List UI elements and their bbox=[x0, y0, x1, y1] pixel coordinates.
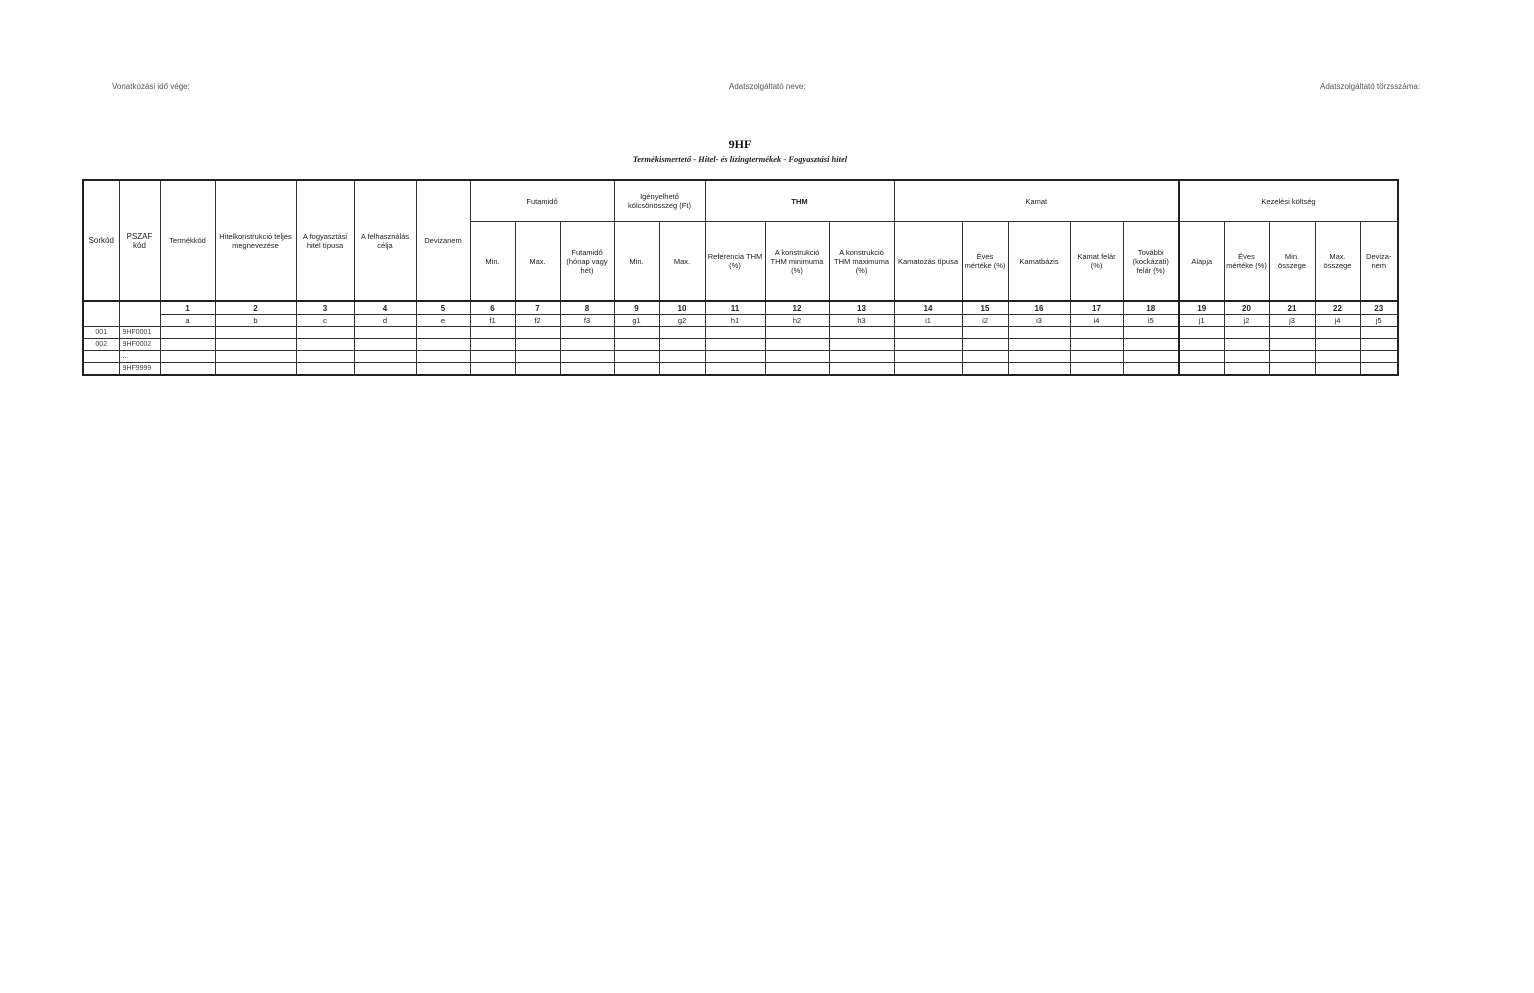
data-cell[interactable] bbox=[1123, 363, 1179, 376]
form-subtitle: Termékismertető - Hitel- és lízingtermékek - Fogyasztási hitel bbox=[632, 154, 848, 164]
column-code-cell: i4 bbox=[1070, 315, 1123, 327]
table-row bbox=[83, 351, 1398, 363]
data-cell[interactable] bbox=[705, 339, 765, 351]
data-cell[interactable] bbox=[354, 327, 416, 339]
subcol-kamatozas-tipusa: Kamatozás típusa bbox=[894, 222, 962, 302]
data-cell[interactable] bbox=[1269, 363, 1315, 376]
data-cell[interactable] bbox=[1269, 327, 1315, 339]
column-code-cell: g2 bbox=[659, 315, 705, 327]
col-header-felhasznalas: A felhasználás célja bbox=[354, 180, 416, 301]
column-number-cell: 9 bbox=[614, 301, 659, 315]
data-cell[interactable] bbox=[829, 363, 894, 376]
data-cell[interactable] bbox=[160, 327, 215, 339]
data-cell[interactable] bbox=[1123, 327, 1179, 339]
data-cell[interactable] bbox=[416, 363, 470, 376]
group-header-futamido: Futamidő bbox=[470, 180, 614, 222]
subcol-thm-maximum: A konstrukció THM maximuma (%) bbox=[829, 222, 894, 302]
data-cell[interactable] bbox=[894, 363, 962, 376]
report-table bbox=[82, 179, 1399, 376]
subcol-igenyelheto-min: Min. bbox=[614, 222, 659, 302]
data-cell[interactable] bbox=[659, 339, 705, 351]
col-header-devizanem: Devizanem bbox=[416, 180, 470, 301]
group-header-thm: THM bbox=[705, 180, 894, 222]
column-number-cell: 20 bbox=[1224, 301, 1269, 315]
data-cell[interactable] bbox=[1360, 351, 1398, 363]
column-code-row bbox=[83, 315, 1398, 327]
data-cell[interactable] bbox=[470, 339, 515, 351]
column-number-cell: 6 bbox=[470, 301, 515, 315]
row-sorkod: 001 bbox=[83, 327, 119, 339]
data-cell[interactable] bbox=[416, 339, 470, 351]
data-cell[interactable] bbox=[962, 351, 1008, 363]
data-cell[interactable] bbox=[470, 351, 515, 363]
data-cell[interactable] bbox=[765, 339, 829, 351]
data-cell[interactable] bbox=[515, 351, 560, 363]
data-cell[interactable] bbox=[416, 327, 470, 339]
data-cell[interactable] bbox=[1179, 363, 1224, 376]
column-number-cell: 2 bbox=[215, 301, 296, 315]
subcol-kezelesi-eves-mertek: Éves mértéke (%) bbox=[1224, 222, 1269, 302]
col-header-megnevezes: Hitelkonstrukció teljes megnevezése bbox=[215, 180, 296, 301]
data-cell[interactable] bbox=[160, 351, 215, 363]
column-code-cell: b bbox=[215, 315, 296, 327]
data-cell[interactable] bbox=[560, 327, 614, 339]
subcol-kezelesi-min-osszeg: Min. összege bbox=[1269, 222, 1315, 302]
reporter-id-label: Adatszolgáltató törzsszáma: bbox=[1320, 82, 1421, 91]
data-cell[interactable] bbox=[160, 339, 215, 351]
data-cell[interactable] bbox=[614, 327, 659, 339]
row-sorkod bbox=[83, 351, 119, 363]
row-pszaf-kod: ... bbox=[119, 351, 160, 363]
column-number-cell: 14 bbox=[894, 301, 962, 315]
data-cell[interactable] bbox=[962, 363, 1008, 376]
reporter-name-label: Adatszolgáltató neve: bbox=[729, 82, 806, 91]
data-cell[interactable] bbox=[515, 327, 560, 339]
column-code-cell: j5 bbox=[1360, 315, 1398, 327]
subcol-kezelesi-devizanem: Deviza-nem bbox=[1360, 222, 1398, 302]
data-cell[interactable] bbox=[1224, 327, 1269, 339]
data-cell[interactable] bbox=[470, 363, 515, 376]
column-number-cell: 21 bbox=[1269, 301, 1315, 315]
sorkod-spacer bbox=[83, 301, 119, 327]
subcol-thm-referencia: Referencia THM (%) bbox=[705, 222, 765, 302]
subcol-kamat-eves-mertek: Éves mértéke (%) bbox=[962, 222, 1008, 302]
form-title: 9HF bbox=[728, 137, 752, 151]
data-cell[interactable] bbox=[215, 327, 296, 339]
column-number-cell: 23 bbox=[1360, 301, 1398, 315]
column-code-cell: i3 bbox=[1008, 315, 1070, 327]
data-cell[interactable] bbox=[1224, 363, 1269, 376]
subcol-thm-minimum: A konstrukció THM minimuma (%) bbox=[765, 222, 829, 302]
data-cell[interactable] bbox=[894, 351, 962, 363]
data-cell[interactable] bbox=[1315, 339, 1360, 351]
subcol-futamido-unit: Futamidő (hónap vagy hét) bbox=[560, 222, 614, 302]
column-code-cell: g1 bbox=[614, 315, 659, 327]
column-number-cell: 17 bbox=[1070, 301, 1123, 315]
column-code-cell: c bbox=[296, 315, 354, 327]
data-cell[interactable] bbox=[296, 351, 354, 363]
data-cell[interactable] bbox=[1070, 339, 1123, 351]
subcol-kamat-felar: Kamat felár (%) bbox=[1070, 222, 1123, 302]
data-cell[interactable] bbox=[1070, 351, 1123, 363]
column-number-cell: 11 bbox=[705, 301, 765, 315]
column-number-cell: 5 bbox=[416, 301, 470, 315]
group-header-igenyelheto: Igényelhető kölcsönösszeg (Ft) bbox=[614, 180, 705, 222]
data-cell[interactable] bbox=[659, 327, 705, 339]
column-code-cell: f2 bbox=[515, 315, 560, 327]
data-cell[interactable] bbox=[962, 327, 1008, 339]
data-cell[interactable] bbox=[614, 351, 659, 363]
data-cell[interactable] bbox=[160, 363, 215, 376]
pszaf-spacer bbox=[119, 301, 160, 327]
group-header-kezelesi: Kezelési költség bbox=[1179, 180, 1398, 222]
data-cell[interactable] bbox=[215, 351, 296, 363]
data-cell[interactable] bbox=[1269, 351, 1315, 363]
data-cell[interactable] bbox=[354, 339, 416, 351]
column-code-cell: f1 bbox=[470, 315, 515, 327]
data-cell[interactable] bbox=[1123, 351, 1179, 363]
row-pszaf-kod: 9HF9999 bbox=[119, 363, 160, 376]
data-cell[interactable] bbox=[1070, 327, 1123, 339]
column-code-cell: j1 bbox=[1179, 315, 1224, 327]
data-cell[interactable] bbox=[1360, 339, 1398, 351]
col-header-termekkod: Termékkód bbox=[160, 180, 215, 301]
column-code-cell: h3 bbox=[829, 315, 894, 327]
data-cell[interactable] bbox=[894, 339, 962, 351]
data-cell[interactable] bbox=[705, 351, 765, 363]
table-row bbox=[83, 363, 1398, 376]
data-cell[interactable] bbox=[1360, 363, 1398, 376]
data-cell[interactable] bbox=[296, 363, 354, 376]
column-number-cell: 10 bbox=[659, 301, 705, 315]
data-cell[interactable] bbox=[560, 351, 614, 363]
col-header-hitel-tipus: A fogyasztási hitel típusa bbox=[296, 180, 354, 301]
column-number-cell: 22 bbox=[1315, 301, 1360, 315]
data-cell[interactable] bbox=[215, 339, 296, 351]
data-cell[interactable] bbox=[1008, 351, 1070, 363]
column-number-cell: 8 bbox=[560, 301, 614, 315]
column-code-cell: j2 bbox=[1224, 315, 1269, 327]
column-number-cell: 18 bbox=[1123, 301, 1179, 315]
table-row bbox=[83, 327, 1398, 339]
data-cell[interactable] bbox=[1179, 327, 1224, 339]
data-cell[interactable] bbox=[1123, 339, 1179, 351]
column-code-cell: i2 bbox=[962, 315, 1008, 327]
data-cell[interactable] bbox=[470, 327, 515, 339]
subcol-igenyelheto-max: Max. bbox=[659, 222, 705, 302]
column-code-cell: a bbox=[160, 315, 215, 327]
group-header-kamat: Kamat bbox=[894, 180, 1179, 222]
row-sorkod bbox=[83, 363, 119, 376]
data-cell[interactable] bbox=[1224, 339, 1269, 351]
data-cell[interactable] bbox=[560, 363, 614, 376]
data-cell[interactable] bbox=[1269, 339, 1315, 351]
column-code-cell: h1 bbox=[705, 315, 765, 327]
data-cell[interactable] bbox=[765, 363, 829, 376]
data-cell[interactable] bbox=[515, 363, 560, 376]
data-cell[interactable] bbox=[614, 339, 659, 351]
column-number-cell: 15 bbox=[962, 301, 1008, 315]
column-code-cell: d bbox=[354, 315, 416, 327]
column-code-cell: i1 bbox=[894, 315, 962, 327]
data-cell[interactable] bbox=[659, 351, 705, 363]
data-cell[interactable] bbox=[829, 327, 894, 339]
data-cell[interactable] bbox=[354, 363, 416, 376]
data-cell[interactable] bbox=[1315, 351, 1360, 363]
data-cell[interactable] bbox=[354, 351, 416, 363]
data-cell[interactable] bbox=[1179, 339, 1224, 351]
subcol-tovabbi-felar: További (kockázati) felár (%) bbox=[1123, 222, 1179, 302]
column-number-cell: 16 bbox=[1008, 301, 1070, 315]
subcol-kamatbazis: Kamatbázis bbox=[1008, 222, 1070, 302]
column-number-cell: 7 bbox=[515, 301, 560, 315]
data-cell[interactable] bbox=[1360, 327, 1398, 339]
column-number-cell: 3 bbox=[296, 301, 354, 315]
data-cell[interactable] bbox=[659, 363, 705, 376]
subcol-kezelesi-alapja: Alapja bbox=[1179, 222, 1224, 302]
column-code-cell: e bbox=[416, 315, 470, 327]
data-cell[interactable] bbox=[560, 339, 614, 351]
data-cell[interactable] bbox=[515, 339, 560, 351]
column-number-cell: 4 bbox=[354, 301, 416, 315]
data-cell[interactable] bbox=[1315, 363, 1360, 376]
data-cell[interactable] bbox=[1224, 351, 1269, 363]
column-code-cell: f3 bbox=[560, 315, 614, 327]
column-number-cell: 12 bbox=[765, 301, 829, 315]
data-cell[interactable] bbox=[296, 327, 354, 339]
data-cell[interactable] bbox=[215, 363, 296, 376]
sorkod-header: Sorkód bbox=[83, 180, 119, 301]
column-number-cell: 1 bbox=[160, 301, 215, 315]
data-cell[interactable] bbox=[765, 327, 829, 339]
subcol-futamido-max: Max. bbox=[515, 222, 560, 302]
data-cell[interactable] bbox=[1008, 327, 1070, 339]
column-code-cell: h2 bbox=[765, 315, 829, 327]
column-code-cell: i5 bbox=[1123, 315, 1179, 327]
data-cell[interactable] bbox=[1179, 351, 1224, 363]
data-cell[interactable] bbox=[416, 351, 470, 363]
data-cell[interactable] bbox=[705, 363, 765, 376]
data-cell[interactable] bbox=[1008, 339, 1070, 351]
column-code-cell: j3 bbox=[1269, 315, 1315, 327]
column-number-cell: 13 bbox=[829, 301, 894, 315]
data-cell[interactable] bbox=[1008, 363, 1070, 376]
row-pszaf-kod: 9HF0001 bbox=[119, 327, 160, 339]
column-number-row bbox=[83, 301, 1398, 315]
data-cell[interactable] bbox=[705, 327, 765, 339]
row-sorkod: 002 bbox=[83, 339, 119, 351]
data-cell[interactable] bbox=[1070, 363, 1123, 376]
column-number-cell: 19 bbox=[1179, 301, 1224, 315]
data-cell[interactable] bbox=[829, 339, 894, 351]
column-code-cell: j4 bbox=[1315, 315, 1360, 327]
table-row bbox=[83, 339, 1398, 351]
reference-period-end-label: Vonatkozási idő vége: bbox=[112, 82, 190, 91]
data-cell[interactable] bbox=[765, 351, 829, 363]
data-cell[interactable] bbox=[894, 327, 962, 339]
pszaf-code-header: PSZAF kód bbox=[119, 180, 160, 301]
data-cell[interactable] bbox=[962, 339, 1008, 351]
subcol-kezelesi-max-osszeg: Max. összege bbox=[1315, 222, 1360, 302]
data-cell[interactable] bbox=[1315, 327, 1360, 339]
data-cell[interactable] bbox=[614, 363, 659, 376]
row-pszaf-kod: 9HF0002 bbox=[119, 339, 160, 351]
subcol-futamido-min: Min. bbox=[470, 222, 515, 302]
data-cell[interactable] bbox=[296, 339, 354, 351]
data-cell[interactable] bbox=[829, 351, 894, 363]
